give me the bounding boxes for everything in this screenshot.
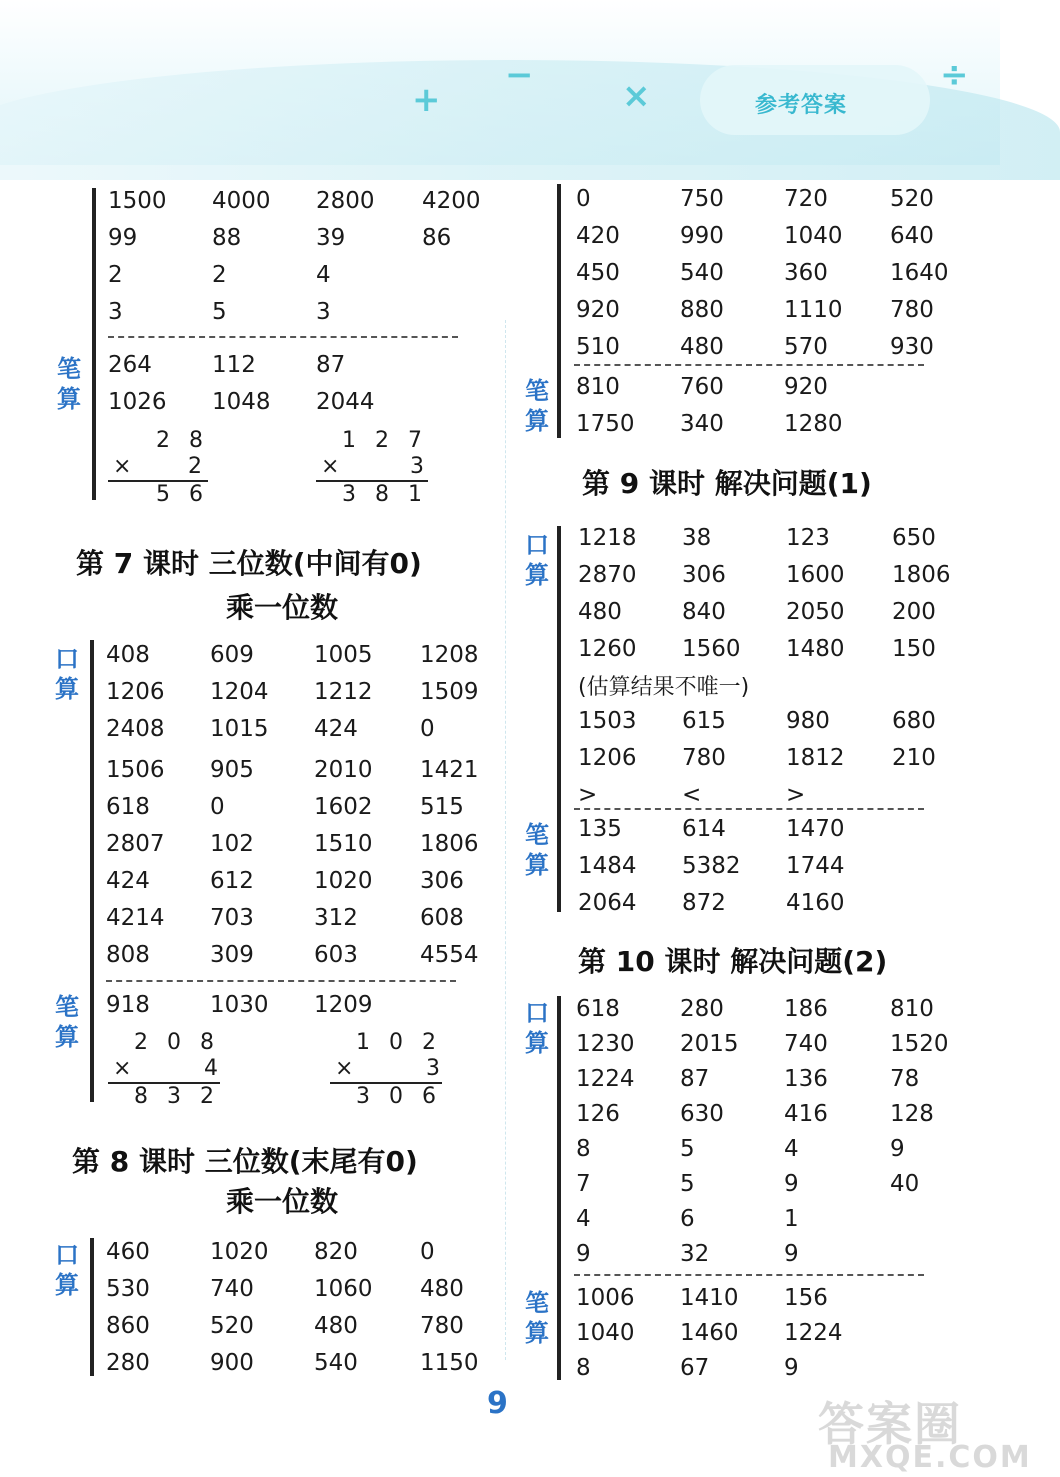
answer-row: [576, 372, 976, 402]
answer-value: 2010: [314, 757, 373, 783]
answer-value: 112: [212, 352, 256, 378]
answer-value: 9: [890, 1136, 905, 1162]
dashed-divider: [574, 364, 924, 366]
answer-value: 0: [420, 1239, 435, 1265]
answer-value: 1: [784, 1206, 799, 1232]
answer-value: 128: [890, 1101, 934, 1127]
answer-value: 1806: [420, 831, 479, 857]
answer-value: 102: [210, 831, 254, 857]
answer-value: 540: [314, 1350, 358, 1376]
answer-value: 1812: [786, 745, 845, 771]
answer-value: 264: [108, 352, 152, 378]
answer-value: 520: [890, 186, 934, 212]
answer-row: [108, 260, 508, 290]
answer-row: [576, 1353, 976, 1383]
answer-value: 530: [106, 1276, 150, 1302]
answer-value: 872: [682, 890, 726, 916]
answer-value: 9: [784, 1171, 799, 1197]
answer-value: 1484: [578, 853, 637, 879]
dashed-divider: [108, 336, 458, 338]
answer-row: [576, 221, 976, 251]
answer-value: 810: [890, 996, 934, 1022]
answer-value: 306: [420, 868, 464, 894]
minus-icon: −: [505, 55, 534, 95]
answer-value: 200: [892, 599, 936, 625]
answer-value: 820: [314, 1239, 358, 1265]
answer-value: 4: [576, 1206, 591, 1232]
answer-row: [576, 1099, 976, 1129]
answer-value: 340: [680, 411, 724, 437]
answer-value: 0: [576, 186, 591, 212]
estimate-note: (估算结果不唯一): [578, 675, 750, 700]
answer-value: 680: [892, 708, 936, 734]
answer-value: >: [786, 782, 806, 808]
answer-value: 808: [106, 942, 150, 968]
answer-value: 4160: [786, 890, 845, 916]
answer-value: 5: [680, 1171, 695, 1197]
answer-value: 312: [314, 905, 358, 931]
answer-value: 1110: [784, 297, 843, 323]
answer-value: 603: [314, 942, 358, 968]
bisuan-label: 笔 算: [525, 821, 549, 879]
answer-value: 1026: [108, 389, 167, 415]
answer-row: [576, 295, 976, 325]
answer-value: 1410: [680, 1285, 739, 1311]
answer-value: 750: [680, 186, 724, 212]
answer-row: [578, 814, 978, 844]
answer-value: 780: [890, 297, 934, 323]
header-title: 参考答案: [755, 93, 848, 118]
answer-row: [576, 1318, 976, 1348]
answer-value: 1560: [682, 636, 741, 662]
answer-value: 2800: [316, 188, 375, 214]
answer-row: [106, 990, 506, 1020]
answer-row: [576, 184, 976, 214]
page-number: 9: [487, 1386, 508, 1421]
answer-value: 480: [578, 599, 622, 625]
answer-value: 1006: [576, 1285, 635, 1311]
answer-row: [106, 1348, 506, 1378]
answer-row: [108, 387, 508, 417]
answer-value: 2: [212, 262, 227, 288]
answer-value: 1040: [576, 1320, 635, 1346]
answer-value: 615: [682, 708, 726, 734]
answer-value: 1212: [314, 679, 373, 705]
answer-value: 460: [106, 1239, 150, 1265]
answer-value: 515: [420, 794, 464, 820]
answer-row: [578, 851, 978, 881]
vertical-calculation: 2 0 8 × 4 8 3 2: [108, 1030, 228, 1110]
answer-value: 9: [784, 1241, 799, 1267]
answer-value: 740: [784, 1031, 828, 1057]
answer-value: 99: [108, 225, 138, 251]
answer-value: 1500: [108, 188, 167, 214]
section-title: 第 10 课时 解决问题(2): [578, 945, 888, 978]
answer-value: 2044: [316, 389, 375, 415]
answer-value: 2015: [680, 1031, 739, 1057]
bisuan-label: 笔 算: [55, 993, 79, 1051]
answer-row: [108, 297, 508, 327]
answer-value: 1206: [578, 745, 637, 771]
answer-value: 1224: [784, 1320, 843, 1346]
section-title: 第 8 课时 三位数(末尾有0): [72, 1145, 418, 1178]
answer-value: 4: [784, 1136, 799, 1162]
answer-value: 2064: [578, 890, 637, 916]
answer-value: 2408: [106, 716, 165, 742]
answer-row: [576, 332, 976, 362]
answer-value: 4554: [420, 942, 479, 968]
answer-row: [576, 258, 976, 288]
answer-value: 4214: [106, 905, 165, 931]
answer-value: 78: [890, 1066, 920, 1092]
answer-value: 86: [422, 225, 452, 251]
answer-value: 1209: [314, 992, 373, 1018]
answer-value: 7: [576, 1171, 591, 1197]
answer-value: 640: [890, 223, 934, 249]
answer-value: 135: [578, 816, 622, 842]
answer-value: 510: [576, 334, 620, 360]
watermark: 答案圈: [818, 1397, 962, 1451]
answer-row: [578, 706, 978, 736]
answer-value: 1509: [420, 679, 479, 705]
answer-value: 4000: [212, 188, 271, 214]
answer-value: 450: [576, 260, 620, 286]
answer-value: 1005: [314, 642, 373, 668]
vertical-calculation: 2 8 × 2 5 6: [108, 428, 218, 508]
answer-value: 540: [680, 260, 724, 286]
answer-value: 424: [314, 716, 358, 742]
answer-value: 5: [212, 299, 227, 325]
answer-value: 8: [576, 1355, 591, 1381]
answer-value: 703: [210, 905, 254, 931]
answer-value: 920: [576, 297, 620, 323]
answer-row: [106, 677, 506, 707]
answer-value: <: [682, 782, 702, 808]
answer-value: 1060: [314, 1276, 373, 1302]
answer-row: [578, 560, 978, 590]
answer-value: 1520: [890, 1031, 949, 1057]
answer-value: 87: [680, 1066, 710, 1092]
answer-value: 1421: [420, 757, 479, 783]
answer-value: 126: [576, 1101, 620, 1127]
kousuan-label: 口 算: [55, 645, 79, 703]
answer-value: 123: [786, 525, 830, 551]
section-title: 第 7 课时 三位数(中间有0): [76, 547, 422, 580]
answer-value: 630: [680, 1101, 724, 1127]
answer-value: 1040: [784, 223, 843, 249]
section-subtitle: 乘一位数: [226, 591, 339, 624]
dashed-divider: [106, 980, 456, 982]
answer-value: 480: [680, 334, 724, 360]
answer-value: 612: [210, 868, 254, 894]
answer-value: 32: [680, 1241, 710, 1267]
answer-row: [576, 1064, 976, 1094]
answer-value: 618: [576, 996, 620, 1022]
answer-value: 280: [106, 1350, 150, 1376]
vertical-calculation: 1 0 2 × 3 3 0 6: [330, 1030, 450, 1110]
answer-value: 3: [108, 299, 123, 325]
answer-row: [106, 640, 506, 670]
answer-value: 740: [210, 1276, 254, 1302]
page-header: [0, 0, 1000, 165]
answer-value: 8: [576, 1136, 591, 1162]
answer-value: 309: [210, 942, 254, 968]
answer-value: 0: [210, 794, 225, 820]
answer-value: 1020: [314, 868, 373, 894]
answer-value: 650: [892, 525, 936, 551]
dashed-divider: [574, 1274, 924, 1276]
answer-value: 980: [786, 708, 830, 734]
answer-row: [576, 1169, 976, 1199]
answer-row: [576, 409, 976, 439]
answer-value: 1510: [314, 831, 373, 857]
answer-row: [106, 755, 506, 785]
bisuan-label: 笔 算: [525, 377, 549, 435]
answer-value: 2: [108, 262, 123, 288]
answer-value: 1602: [314, 794, 373, 820]
answer-value: 6: [680, 1206, 695, 1232]
answer-value: 614: [682, 816, 726, 842]
answer-value: 1640: [890, 260, 949, 286]
answer-row: [578, 634, 978, 664]
answer-value: 4: [316, 262, 331, 288]
answer-value: 520: [210, 1313, 254, 1339]
answer-value: 1015: [210, 716, 269, 742]
answer-row: [576, 1239, 976, 1269]
answer-value: 780: [420, 1313, 464, 1339]
answer-row: [576, 1204, 976, 1234]
answer-value: 88: [212, 225, 242, 251]
answer-value: 156: [784, 1285, 828, 1311]
answer-value: 1204: [210, 679, 269, 705]
answer-value: 480: [314, 1313, 358, 1339]
answer-value: 1744: [786, 853, 845, 879]
answer-row: [576, 1029, 976, 1059]
answer-value: 38: [682, 525, 712, 551]
answer-value: 1260: [578, 636, 637, 662]
answer-value: 1503: [578, 708, 637, 734]
answer-value: 810: [576, 374, 620, 400]
answer-row: [578, 597, 978, 627]
answer-row: [576, 1134, 976, 1164]
answer-value: 420: [576, 223, 620, 249]
answer-value: 9: [784, 1355, 799, 1381]
answer-row: [578, 523, 978, 553]
answer-value: 570: [784, 334, 828, 360]
answer-row: [106, 829, 506, 859]
answer-row: [106, 940, 506, 970]
answer-value: 39: [316, 225, 346, 251]
kousuan-label: 口 算: [525, 999, 549, 1057]
answer-value: 416: [784, 1101, 828, 1127]
answer-value: 1030: [210, 992, 269, 1018]
answer-value: 2870: [578, 562, 637, 588]
answer-value: 5382: [682, 853, 741, 879]
answer-value: 2050: [786, 599, 845, 625]
answer-value: 9: [576, 1241, 591, 1267]
answer-value: 2807: [106, 831, 165, 857]
answer-value: 424: [106, 868, 150, 894]
answer-row: [106, 1274, 506, 1304]
answer-value: 136: [784, 1066, 828, 1092]
answer-value: 905: [210, 757, 254, 783]
answer-row: [106, 903, 506, 933]
vertical-calculation: 1 2 7 × 3 3 8 1: [316, 428, 436, 508]
section-title: 第 9 课时 解决问题(1): [582, 467, 872, 500]
answer-value: 840: [682, 599, 726, 625]
answer-value: 618: [106, 794, 150, 820]
multiply-icon: ×: [622, 76, 651, 116]
answer-value: 608: [420, 905, 464, 931]
answer-value: 900: [210, 1350, 254, 1376]
answer-value: 186: [784, 996, 828, 1022]
answer-value: 150: [892, 636, 936, 662]
answer-value: 860: [106, 1313, 150, 1339]
section-subtitle: 乘一位数: [226, 1185, 339, 1218]
answer-value: 920: [784, 374, 828, 400]
answer-row: [578, 780, 978, 810]
answer-value: 1230: [576, 1031, 635, 1057]
dashed-divider: [574, 808, 924, 810]
answer-value: 1208: [420, 642, 479, 668]
answer-row: [106, 792, 506, 822]
answer-value: 1020: [210, 1239, 269, 1265]
answer-value: 918: [106, 992, 150, 1018]
answer-value: 1600: [786, 562, 845, 588]
answer-value: 1280: [784, 411, 843, 437]
answer-value: 40: [890, 1171, 920, 1197]
answer-row: [106, 714, 506, 744]
plus-icon: +: [412, 80, 441, 120]
answer-row: [108, 186, 508, 216]
answer-value: 609: [210, 642, 254, 668]
answer-value: 760: [680, 374, 724, 400]
answer-value: 87: [316, 352, 346, 378]
answer-row: [106, 866, 506, 896]
answer-value: 1470: [786, 816, 845, 842]
answer-row: [108, 223, 508, 253]
watermark: MXQE.COM: [828, 1440, 1032, 1475]
answer-value: 780: [682, 745, 726, 771]
kousuan-label: 口 算: [55, 1241, 79, 1299]
answer-value: 1460: [680, 1320, 739, 1346]
answer-value: 3: [316, 299, 331, 325]
answer-value: 280: [680, 996, 724, 1022]
answer-value: 1150: [420, 1350, 479, 1376]
answer-value: 1218: [578, 525, 637, 551]
answer-value: 210: [892, 745, 936, 771]
answer-value: 1506: [106, 757, 165, 783]
answer-row: [106, 1237, 506, 1267]
answer-value: 306: [682, 562, 726, 588]
answer-value: 1206: [106, 679, 165, 705]
answer-row: [108, 350, 508, 380]
answer-row: [578, 888, 978, 918]
answer-value: 930: [890, 334, 934, 360]
answer-value: 1750: [576, 411, 635, 437]
divide-icon: ÷: [940, 55, 969, 95]
kousuan-label: 口 算: [525, 531, 549, 589]
answer-value: 1048: [212, 389, 271, 415]
answer-value: 720: [784, 186, 828, 212]
answer-value: 480: [420, 1276, 464, 1302]
answer-value: 990: [680, 223, 724, 249]
answer-value: 1224: [576, 1066, 635, 1092]
answer-row: [106, 1311, 506, 1341]
answer-value: 67: [680, 1355, 710, 1381]
answer-value: 0: [420, 716, 435, 742]
answer-value: >: [578, 782, 598, 808]
answer-value: 5: [680, 1136, 695, 1162]
answer-value: 4200: [422, 188, 481, 214]
answer-row: [578, 743, 978, 773]
answer-value: 408: [106, 642, 150, 668]
answer-row: [576, 1283, 976, 1313]
answer-value: 1806: [892, 562, 951, 588]
bisuan-label: 笔 算: [57, 355, 81, 413]
bisuan-label: 笔 算: [525, 1289, 549, 1347]
answer-row: [576, 994, 976, 1024]
answer-value: 360: [784, 260, 828, 286]
answer-value: 880: [680, 297, 724, 323]
answer-value: 1480: [786, 636, 845, 662]
